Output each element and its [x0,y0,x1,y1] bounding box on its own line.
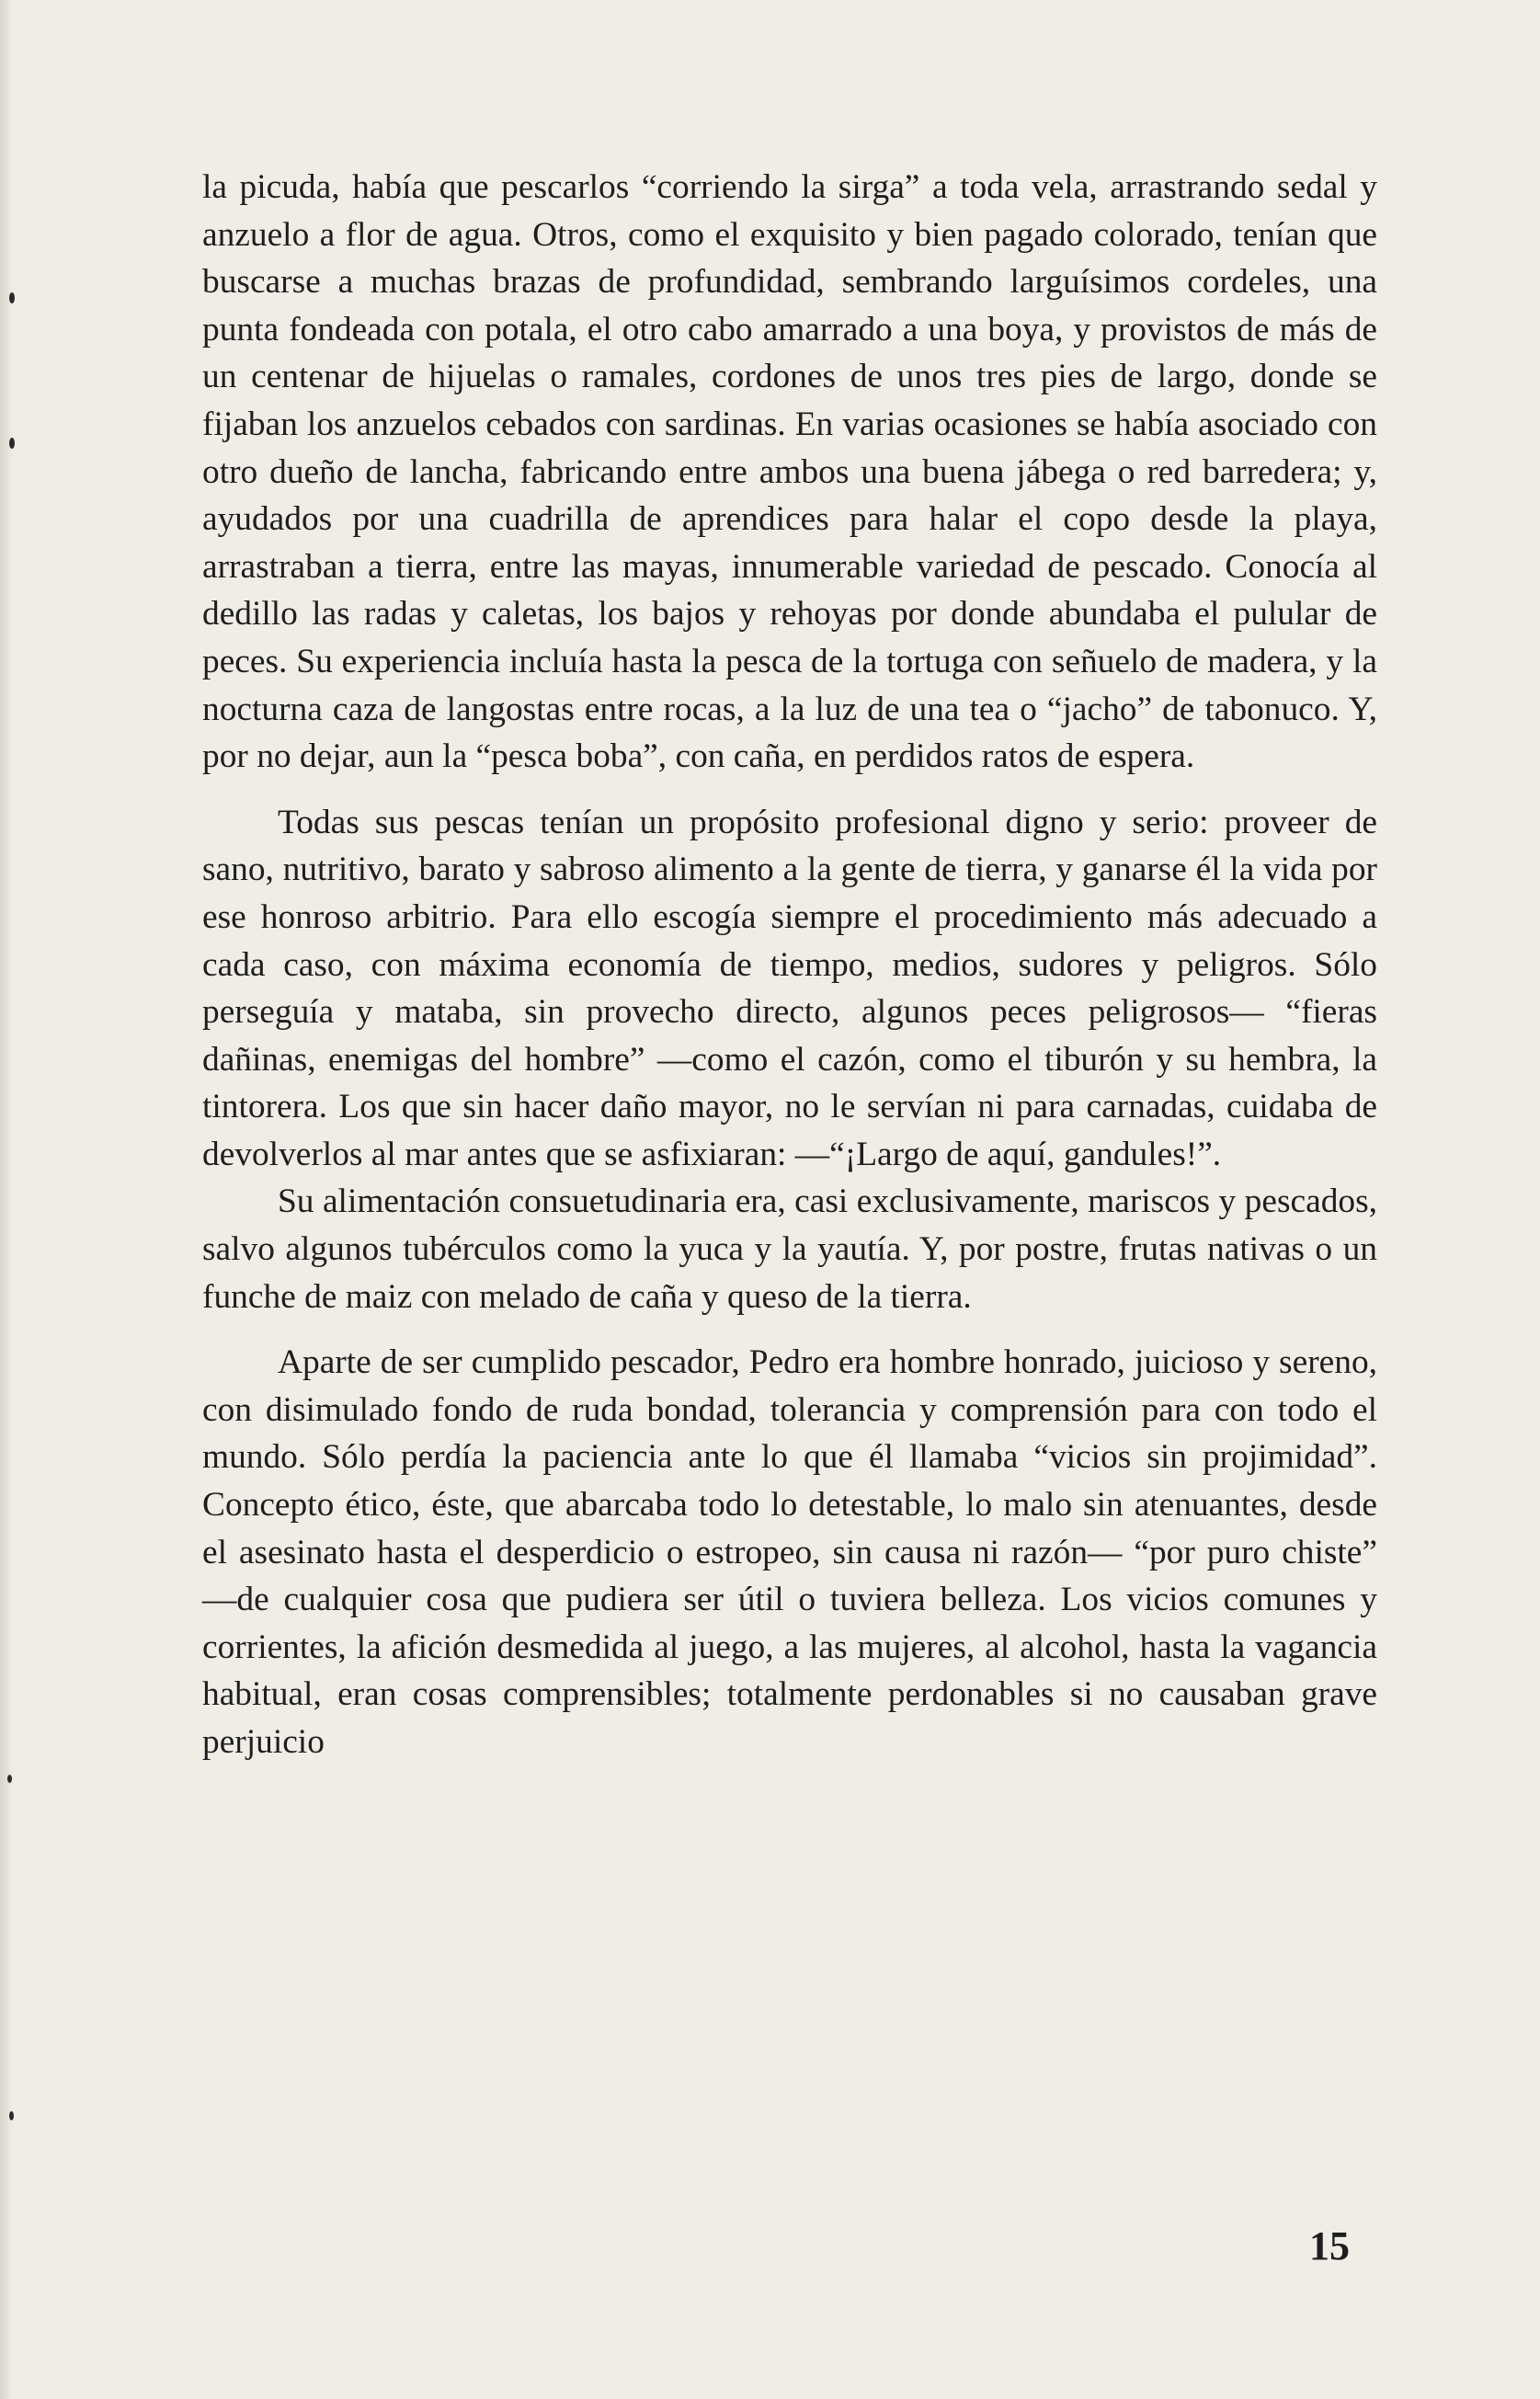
ink-speck [9,2111,14,2120]
paragraph-3: Su alimentación consuetudinaria era, casi exclusivamente, mariscos y pescados, salvo algunos tubérculos como la yuca y la yautía. Y, por postre, frutas nativas o un funche de maiz con melado de caña y queso de la tierra. [202,1182,1377,1316]
page-number: 15 [1309,2223,1350,2268]
ink-speck [7,1775,12,1783]
body-text [202,164,1377,1766]
paragraph-4: Aparte de ser cumplido pescador, Pedro era hombre honrado, juicioso y sereno, con disimulado fondo de ruda bondad, tolerancia y comprensión para con todo el mundo. Sólo perdía la paciencia ante lo que él llamaba “vicios sin projimidad”. Concepto ético, éste, que abarcaba todo lo detestable, lo malo sin atenuantes, desde el asesinato hasta el desperdicio o estropeo, sin causa ni razón— “por puro chiste” —de cualquier cosa que pudiera ser útil o tuviera belleza. Los vicios comunes y corrientes, la afición desmedida al juego, a las mujeres, al alcohol, hasta la vagancia habitual, eran cosas comprensibles; totalmente perdonables si no causaban grave perjuicio [202,1343,1377,1761]
paragraph-1: la picuda, había que pescarlos “corriendo la sirga” a toda vela, arrastrando sedal y anzuelo a flor de agua. Otros, como el exquisito y bien pagado colorado, tenían que buscarse a muchas brazas de profundidad, sembrando larguísimos cordeles, una punta fondeada con potala, el otro cabo amarrado a una boya, y provistos de más de un centenar de hijuelas o ramales, cordones de unos tres pies de largo, donde se fijaban los anzuelos cebados con sardinas. En varias ocasiones se había asociado con otro dueño de lancha, fabricando entre ambos una buena jábega o red barredera; y, ayudados por una cuadrilla de aprendices para halar el copo desde la playa, arrastraban a tierra, entre las mayas, innumerable variedad de pescado. Conocía al dedillo las radas y caletas, los bajos y rehoyas por donde abundaba el pulular de peces. Su experiencia incluía hasta la pesca de la tortuga con señuelo de madera, y la nocturna caza de langostas entre rocas, a la luz de una tea o “jacho” de tabonuco. Y, por no dejar, aun la “pesca boba”, con caña, en perdidos ratos de espera. [202,168,1377,776]
ink-speck [9,292,15,303]
page-edge-shadow [0,0,13,2399]
ink-speck [9,438,15,449]
paragraph-2: Todas sus pescas tenían un propósito profesional digno y serio: proveer de sano, nutritivo, barato y sabroso alimento a la gente de tierra, y ganarse él la vida por ese honroso arbitrio. Para ello escogía siempre el procedimiento más adecuado a cada caso, con máxima economía de tiempo, medios, sudores y peligros. Sólo perseguía y mataba, sin provecho directo, algunos peces peligrosos— “fieras dañinas, enemigas del hombre” —como el cazón, como el tiburón y su hembra, la tintorera. Los que sin hacer daño mayor, no le servían ni para carnadas, cuidaba de devolverlos al mar antes que se asfixiaran: —“¡Largo de aquí, gandules!”. [202,803,1377,1173]
